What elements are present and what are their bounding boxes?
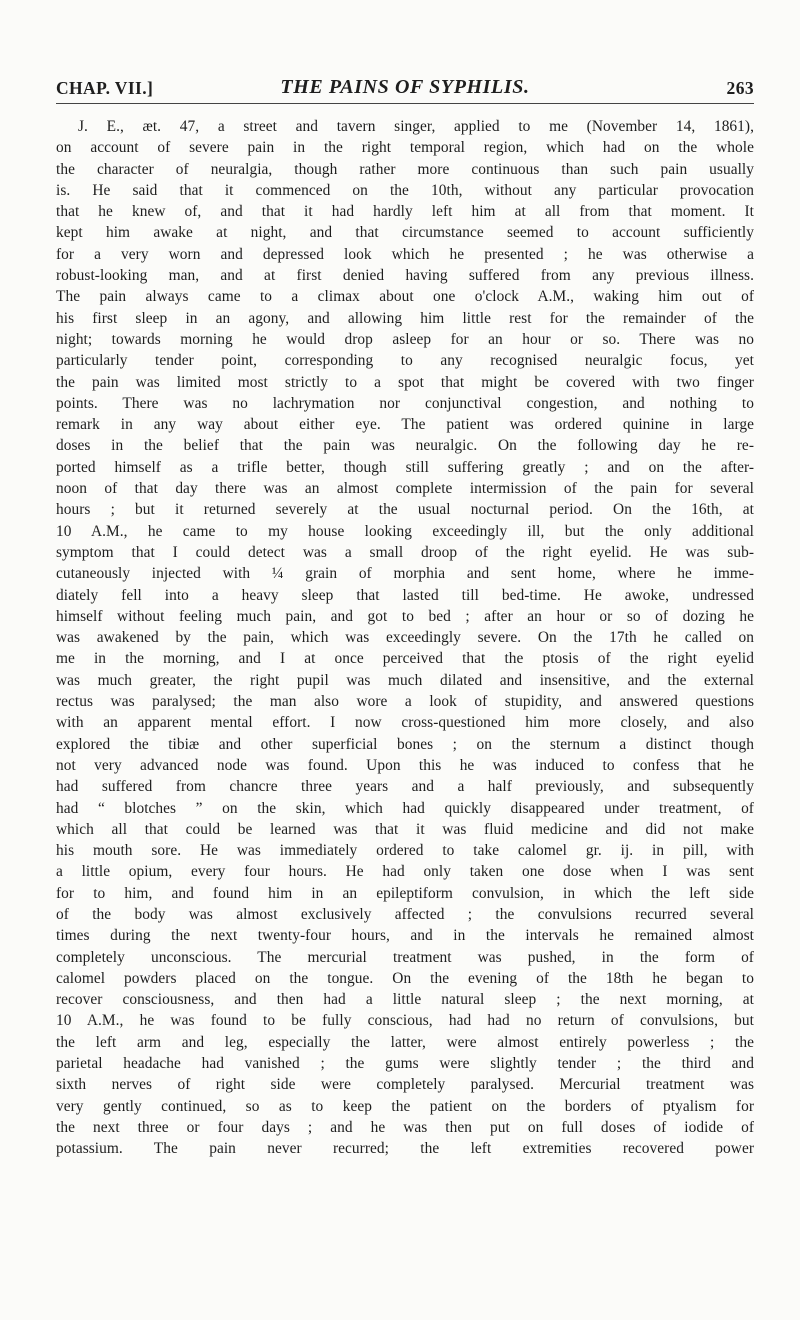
text-line: which all that could be learned was that it was fluid medicine and did not make xyxy=(56,820,754,838)
text-line: particularly tender point, corresponding to any recognised neuralgic focus, yet xyxy=(56,352,754,370)
text-line: completely unconscious. The mercurial treatment was pushed, in the form of xyxy=(56,948,754,966)
text-line: symptom that I could detect was a small droop of the right eyelid. He was sub- xyxy=(56,543,754,561)
text-line: the pain was limited most strictly to a spot that might be covered with two finger xyxy=(56,373,754,391)
text-line: points. There was no lachrymation nor conjunctival congestion, and nothing to xyxy=(56,394,754,412)
text-line: of the body was almost exclusively affected ; the convulsions recurred several xyxy=(56,905,754,923)
text-line: potassium. The pain never recurred; the left extremities recovered power xyxy=(56,1140,754,1158)
text-line: on account of severe pain in the right temporal region, which had on the whole xyxy=(56,139,754,157)
text-line: times during the next twenty-four hours, and in the intervals he remained almost xyxy=(56,927,754,945)
text-line: parietal headache had vanished ; the gums were slightly tender ; the third and xyxy=(56,1055,754,1073)
text-line: is. He said that it commenced on the 10th, without any particular provocation xyxy=(56,181,754,199)
text-line: that he knew of, and that it had hardly left him at all from that moment. It xyxy=(56,203,754,221)
text-line: J. E., æt. 47, a street and tavern singer, applied to me (November 14, 1861), xyxy=(78,118,754,135)
running-header xyxy=(56,74,754,104)
text-line: had “ blotches ” on the skin, which had quickly disappeared under treatment, of xyxy=(56,799,754,817)
text-line: not very advanced node was found. Upon this he was induced to confess that he xyxy=(56,756,754,774)
text-line: ported himself as a trifle better, though still suffering greatly ; and on the after- xyxy=(56,458,754,476)
text-line: 10 A.M., he was found to be fully conscious, had had no return of convulsions, but xyxy=(56,1012,754,1030)
text-line: with an apparent mental effort. I now cross-questioned him more closely, and also xyxy=(56,714,754,732)
text-line: recover consciousness, and then had a little natural sleep ; the next morning, at xyxy=(56,991,754,1009)
text-line: rectus was paralysed; the man also wore a look of stupidity, and answered questions xyxy=(56,693,754,711)
text-line: for a very worn and depressed look which he presented ; he was otherwise a xyxy=(56,245,754,263)
text-line: himself without feeling much pain, and got to bed ; after an hour or so of dozing he xyxy=(56,607,754,625)
body-text xyxy=(56,116,754,1160)
page-number: 263 xyxy=(726,78,754,98)
text-line: had suffered from chancre three years and a half previously, and subsequently xyxy=(56,778,754,796)
text-line: diately fell into a heavy sleep that lasted till bed-time. He awoke, undressed xyxy=(56,586,754,604)
text-line: the next three or four days ; and he was then put on full doses of iodide of xyxy=(56,1118,754,1136)
text-line: his mouth sore. He was immediately ordered to take calomel gr. ij. in pill, with xyxy=(56,842,754,860)
text-line: 10 A.M., he came to my house looking exceedingly ill, but the only additional xyxy=(56,522,754,540)
chapter-label: CHAP. VII.] xyxy=(56,78,154,98)
text-line: night; towards morning he would drop asleep for an hour or so. There was no xyxy=(56,330,754,348)
text-line: the left arm and leg, especially the latter, were almost entirely powerless ; the xyxy=(56,1033,754,1051)
text-line: a little opium, every four hours. He had only taken one dose when I was sent xyxy=(56,863,754,881)
text-line: was much greater, the right pupil was much dilated and insensitive, and the external xyxy=(56,671,754,689)
text-line: noon of that day there was an almost complete intermission of the pain for several xyxy=(56,480,754,498)
header-rule xyxy=(56,103,754,104)
text-line: kept him awake at night, and that circumstance seemed to account sufficiently xyxy=(56,224,754,242)
text-line: doses in the belief that the pain was neuralgic. On the following day he re- xyxy=(56,437,754,455)
text-line: cutaneously injected with ¼ grain of morphia and sent home, where he imme- xyxy=(56,565,754,583)
text-line: remark in any way about either eye. The patient was ordered quinine in large xyxy=(56,416,754,434)
text-line: robust-looking man, and at first denied having suffered from any previous illness. xyxy=(56,267,754,285)
text-line: very gently continued, so as to keep the patient on the borders of ptyalism for xyxy=(56,1097,754,1115)
text-line: me in the morning, and I at once perceived that the ptosis of the right eyelid xyxy=(56,650,754,668)
text-line: hours ; but it returned severely at the usual nocturnal period. On the 16th, at xyxy=(56,501,754,519)
text-line: The pain always came to a climax about one o'clock A.M., waking him out of xyxy=(56,288,754,306)
text-line: calomel powders placed on the tongue. On the evening of the 18th he began to xyxy=(56,969,754,987)
text-line: explored the tibiæ and other superficial bones ; on the sternum a distinct though xyxy=(56,735,754,753)
text-line: for to him, and found him in an epileptiform convulsion, in which the left side xyxy=(56,884,754,902)
text-line: the character of neuralgia, though rather more continuous than such pain usually xyxy=(56,160,754,178)
text-line: his first sleep in an agony, and allowing him little rest for the remainder of the xyxy=(56,309,754,327)
text-line: sixth nerves of right side were completely paralysed. Mercurial treatment was xyxy=(56,1076,754,1094)
running-title: THE PAINS OF SYPHILIS. xyxy=(280,76,530,98)
text-line: was awakened by the pain, which was exceedingly severe. On the 17th he called on xyxy=(56,629,754,647)
